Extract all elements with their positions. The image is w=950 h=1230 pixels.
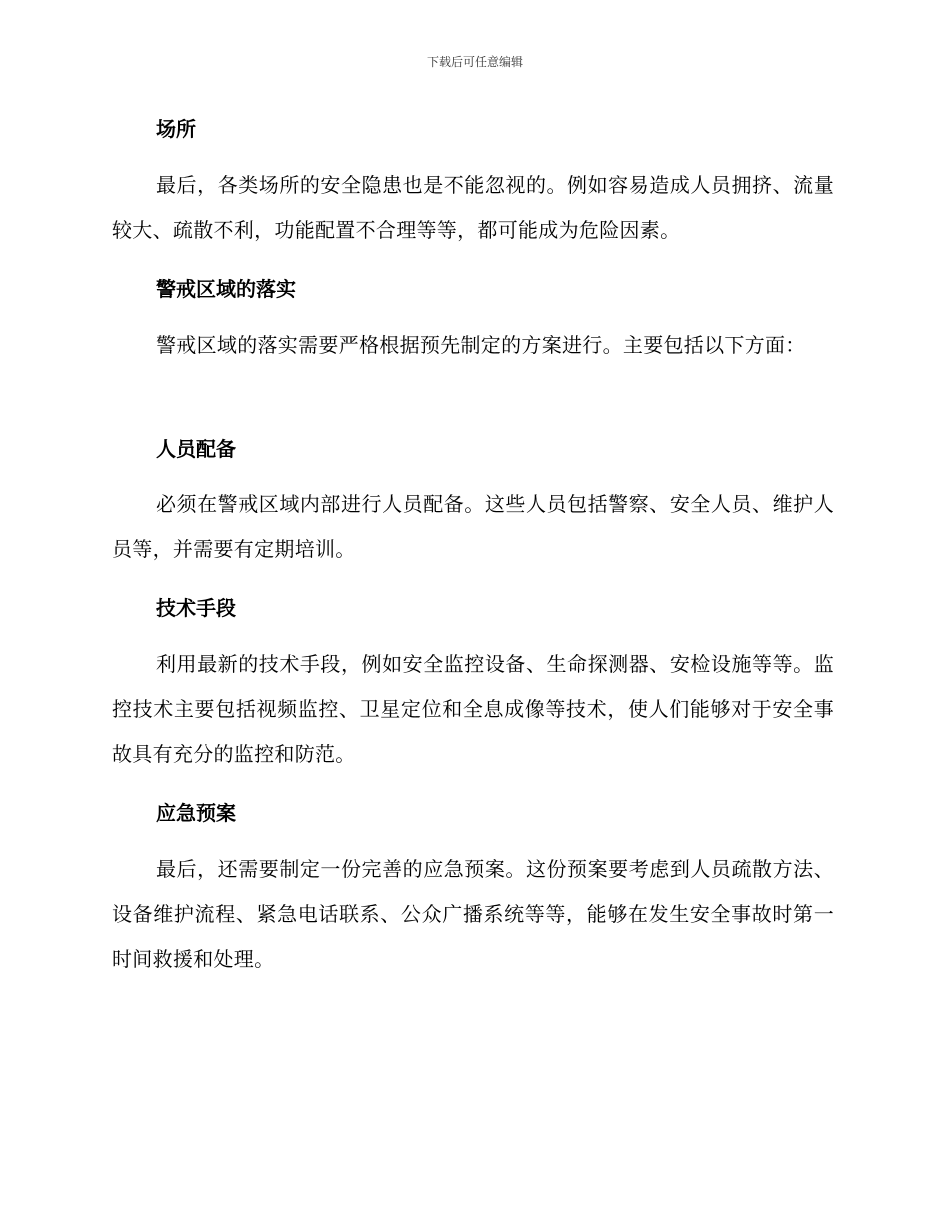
section-heading-technical-means: 技术手段 [156,596,236,620]
section-heading-staffing: 人员配备 [156,437,236,461]
section-paragraph-cordon-implementation: 警戒区域的落实需要严格根据预先制定的方案进行。主要包括以下方面： [156,333,806,357]
section-paragraph-staffing: 必须在警戒区域内部进行人员配备。这些人员包括警察、安全人员、维护人员等，并需要有定期培训。 [112,492,834,561]
section-heading-cordon-implementation: 警戒区域的落实 [156,277,296,301]
section-paragraph-venue: 最后，各类场所的安全隐患也是不能忽视的。例如容易造成人员拥挤、流量较大、疏散不利，功能配置不合理等等，都可能成为危险因素。 [112,173,834,242]
section-heading-emergency-plan: 应急预案 [156,801,236,825]
section-paragraph-emergency-plan: 最后，还需要制定一份完善的应急预案。这份预案要考虑到人员疏散方法、设备维护流程、紧急电话联系、公众广播系统等等，能够在发生安全事故时第一时间救援和处理。 [112,857,834,971]
page-header-note: 下载后可任意编辑 [426,55,523,69]
section-heading-venue: 场所 [156,117,196,141]
section-paragraph-technical-means: 利用最新的技术手段，例如安全监控设备、生命探测器、安检设施等等。监控技术主要包括视频监控、卫星定位和全息成像等技术，使人们能够对于安全事故具有充分的监控和防范。 [112,652,834,766]
